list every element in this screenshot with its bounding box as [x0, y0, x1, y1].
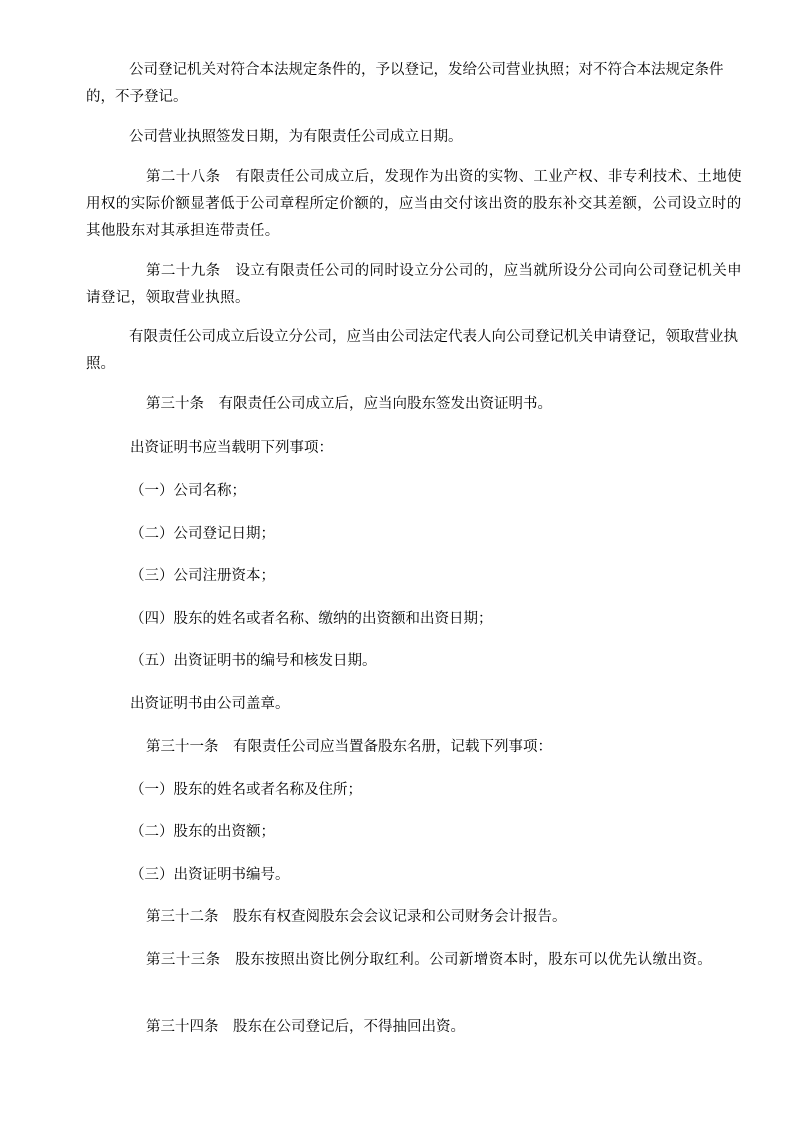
- list-item-shareholder-name-address: （一）股东的姓名或者名称及住所；: [130, 782, 362, 798]
- paragraph-article-28: 第二十八条 有限责任公司成立后，发现作为出资的实物、工业产权、非专利技术、土地使用权的实际价额显著低于公司章程所定价额的，应当由交付该出资的股东补交其差额，公司设立时的其他股东对其承担连带责任。: [86, 169, 742, 239]
- list-item-certificate-number: （三）出资证明书编号。: [130, 867, 290, 883]
- list-item-company-name: （一）公司名称；: [130, 483, 246, 499]
- paragraph-article-34: 第三十四条 股东在公司登记后，不得抽回出资。: [146, 1019, 465, 1035]
- paragraph-registration-approval: 公司登记机关对符合本法规定条件的，予以登记，发给公司营业执照；对不符合本法规定条件的，不予登记。: [86, 62, 724, 105]
- list-item-certificate-number-date: （五）出资证明书的编号和核发日期。: [130, 653, 377, 669]
- paragraph-article-32: 第三十二条 股东有权查阅股东会会议记录和公司财务会计报告。: [146, 909, 567, 925]
- paragraph-certificate-items-intro: 出资证明书应当载明下列事项：: [130, 440, 333, 456]
- list-item-shareholder-contribution-amount: （二）股东的出资额；: [130, 824, 275, 840]
- paragraph-certificate-seal: 出资证明书由公司盖章。: [130, 696, 290, 712]
- paragraph-article-29: 第二十九条 设立有限责任公司的同时设立分公司的，应当就所设分公司向公司登记机关申请登记，领取营业执照。: [86, 263, 742, 306]
- list-item-registration-date: （二）公司登记日期；: [130, 526, 275, 542]
- paragraph-branch-after-establishment: 有限责任公司成立后设立分公司，应当由公司法定代表人向公司登记机关申请登记，领取营业执照。: [86, 329, 738, 372]
- list-item-registered-capital: （三）公司注册资本；: [130, 568, 275, 584]
- paragraph-license-date: 公司营业执照签发日期，为有限责任公司成立日期。: [129, 129, 463, 145]
- paragraph-article-33: 第三十三条 股东按照出资比例分取红利。公司新增资本时，股东可以优先认缴出资。: [146, 952, 713, 968]
- paragraph-article-31: 第三十一条 有限责任公司应当置备股东名册，记载下列事项：: [146, 739, 552, 755]
- list-item-shareholder-contribution: （四）股东的姓名或者名称、缴纳的出资额和出资日期；: [130, 611, 493, 627]
- paragraph-article-30: 第三十条 有限责任公司成立后，应当向股东签发出资证明书。: [146, 396, 552, 412]
